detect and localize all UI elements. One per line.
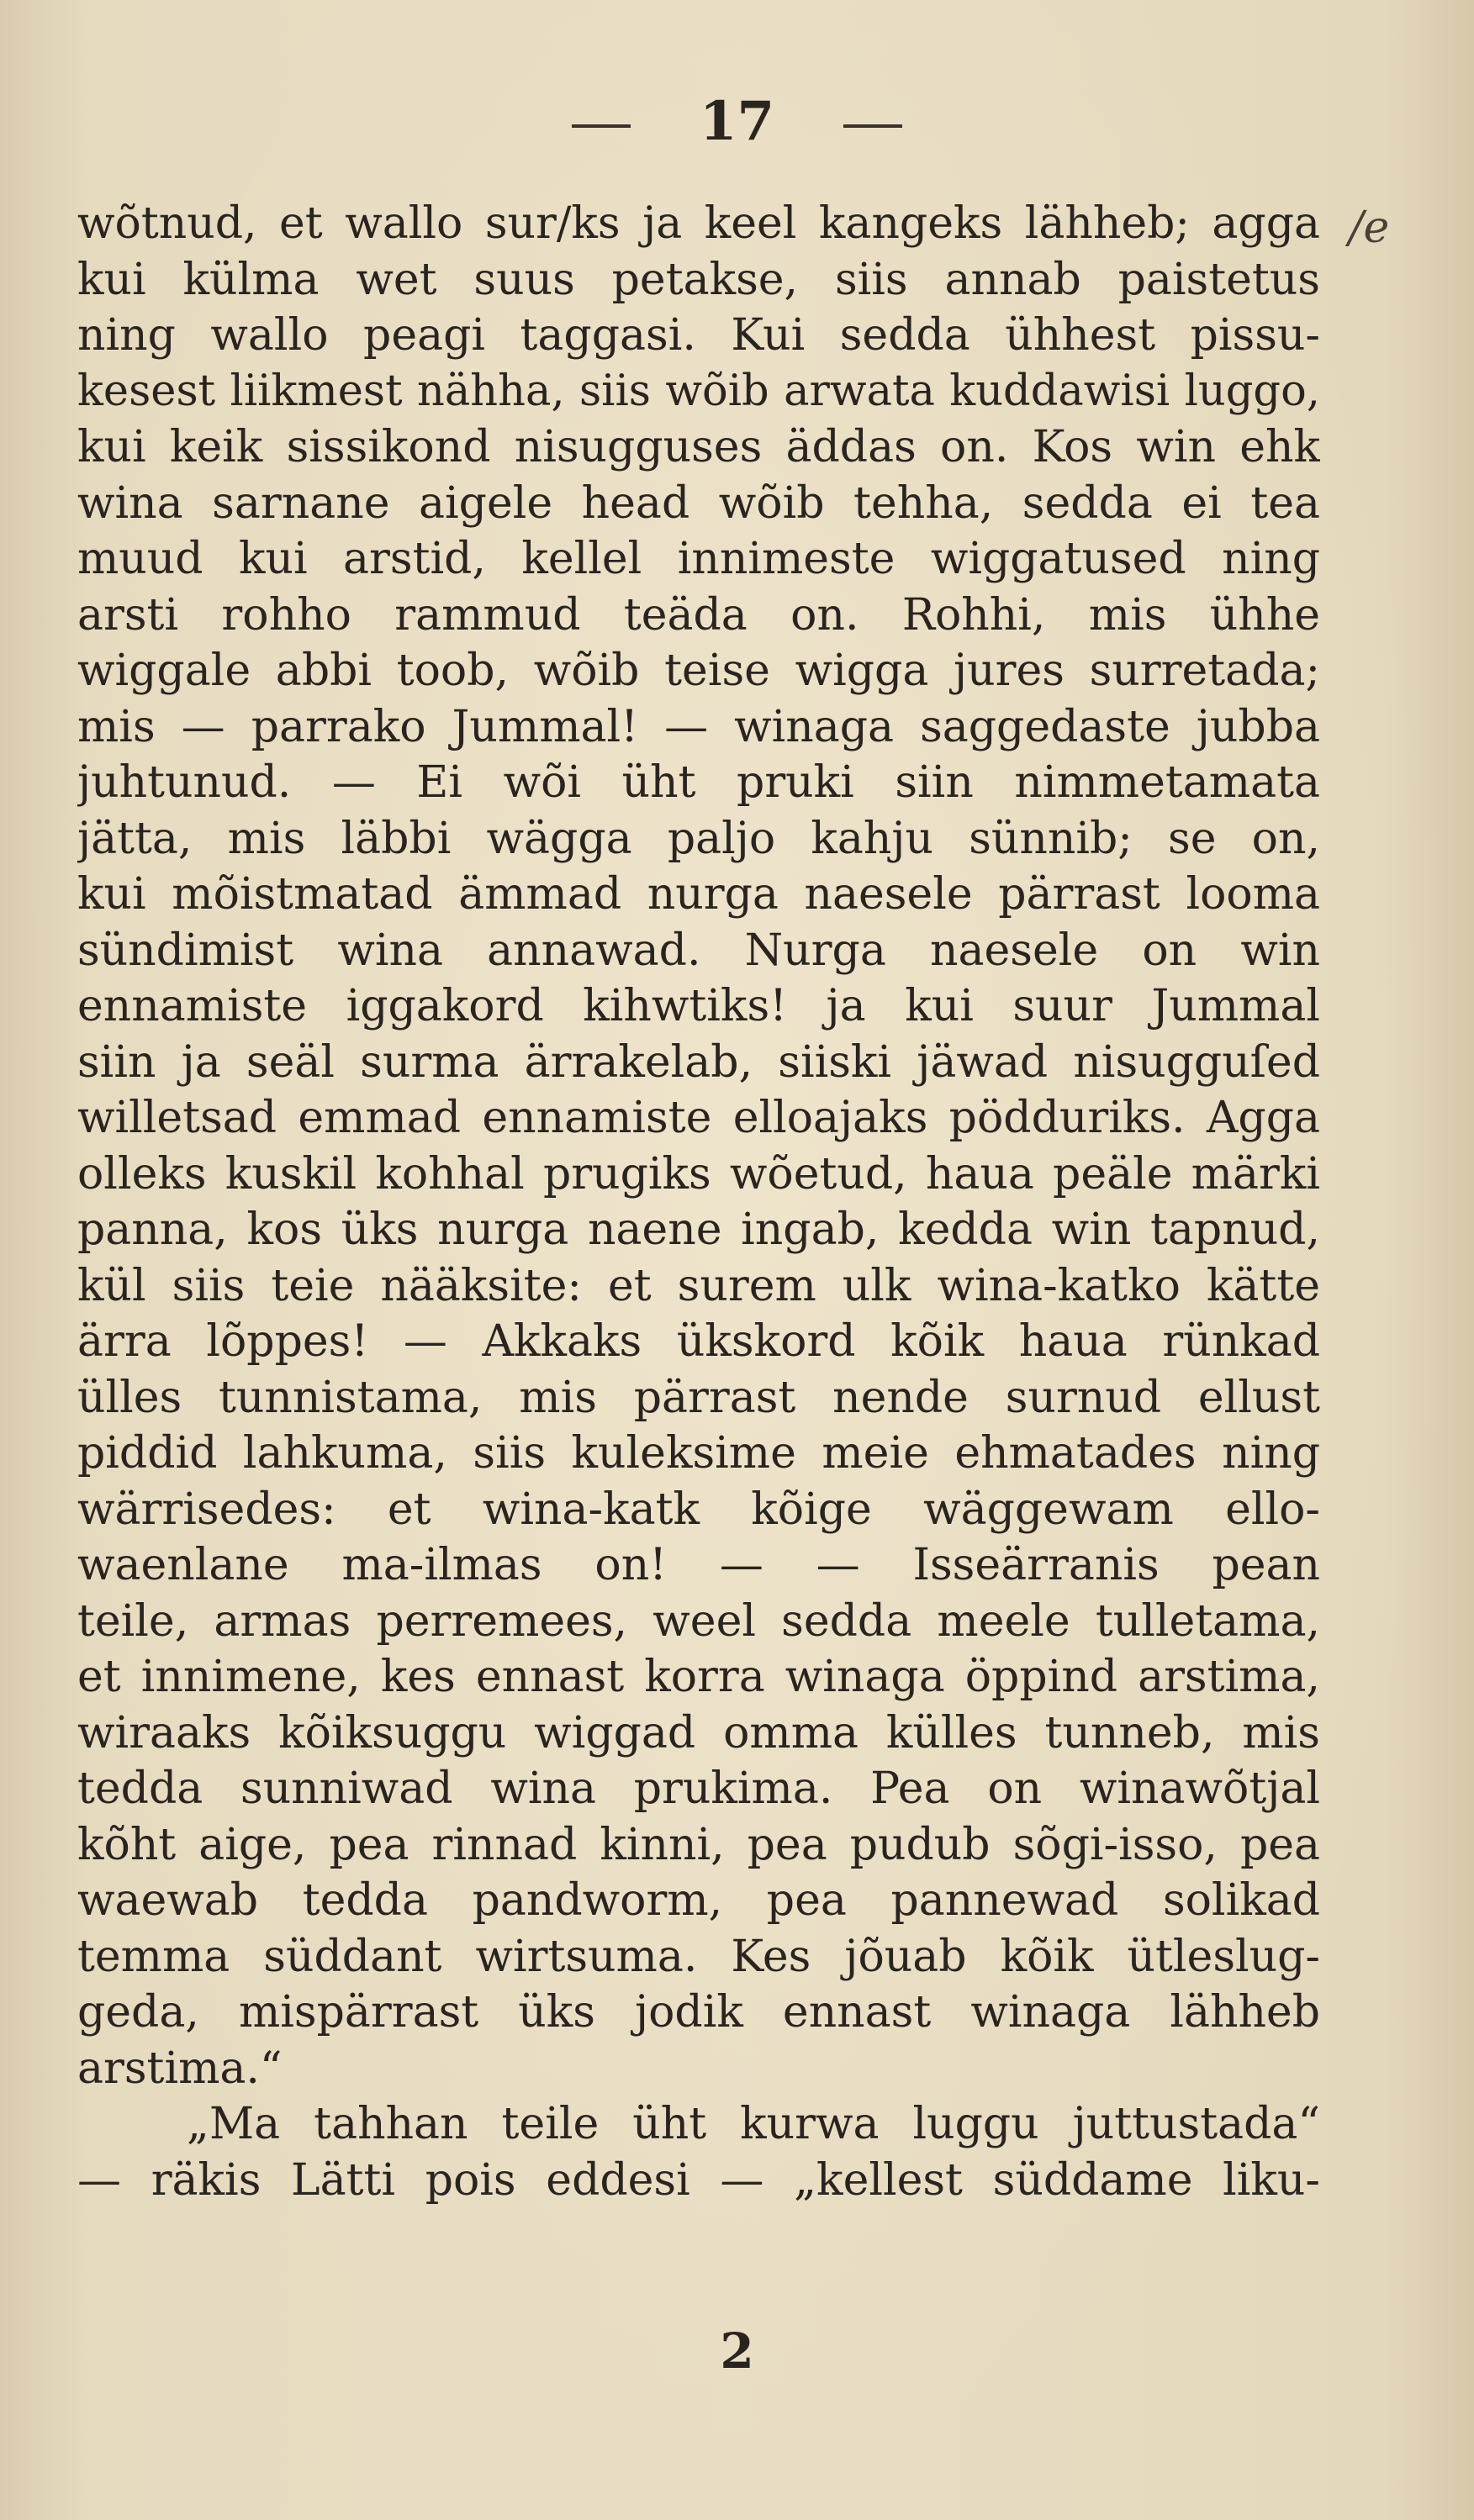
text-line: wina sarnane aigele head wõib tehha, sedda ei tea [77,477,1320,529]
text-line: olleks kuskil kohhal prugiks wõetud, haua peäle märki [77,1148,1320,1199]
text-line: sündimist wina annawad. Nurga naesele on win [77,925,1320,976]
text-line: ärra lõppes! — Akkaks ükskord kõik haua rünkad [77,1316,1320,1367]
text-line: ning wallo peagi taggasi. Kui sedda ühhest pissu- [77,310,1320,361]
handwritten-marginalia: /e [1349,203,1390,253]
text-line: piddid lahkuma, siis kuleksime meie ehmatades ning [77,1428,1320,1479]
page-header [0,84,1474,160]
text-line: panna, kos üks nurga naene ingab, kedda win tapnud, [77,1205,1320,1255]
text-line: geda, mispärrast üks jodik ennast winaga lähheb [77,1987,1320,2038]
text-line: waenlane ma-ilmas on! — — Isseärranis pean [77,1540,1320,1590]
text-line: mis — parrako Jummal! — winaga saggedaste jubba [77,701,1320,752]
text-line: — räkis Lätti pois eddesi — „kellest süddame liku- [77,2154,1320,2206]
text-line: juhtunud. — Ei wõi üht pruki siin nimmetamata [77,757,1320,808]
text-line: „Ma tahhan teile üht kurwa luggu juttustada“ [187,2099,1320,2149]
text-line: kui mõistmatad ämmad nurga naesele pärrast looma [77,869,1320,920]
text-line: kesest liikmest nähha, siis wõib arwata kuddawisi luggo, [77,366,1320,416]
signature-mark: 2 [720,2322,754,2380]
text-line: teile, armas perremees, weel sedda meele tulletama, [77,1595,1320,1647]
text-line: arstima.“ [77,2043,283,2094]
page-number: 17 [699,90,775,153]
text-line: tedda sunniwad wina prukima. Pea on winawõtjal [77,1763,1320,1814]
text-line: wärrisedes: et wina-katk kõige wäggewam ello- [77,1484,1320,1535]
text-line: willetsad emmad ennamiste elloajaks pödduriks. Agga [77,1093,1320,1143]
text-line: wõtnud, et wallo sur/ks ja keel kangeks lähheb; agga [77,198,1320,249]
header-dash-right [843,124,902,128]
text-line: et innimene, kes ennast korra winaga öppind arstima, [77,1652,1320,1702]
text-line: jätta, mis läbbi wägga paljo kahju sünnib; se on, [77,813,1320,864]
text-line: kõht aige, pea rinnad kinni, pea pudub sõgi-isso, pea [77,1819,1320,1870]
text-line: siin ja seäl surma ärrakelab, siiski jäwad nisugguſed [77,1036,1320,1088]
text-line: muud kui arstid, kellel innimeste wiggatused ning [77,534,1320,584]
header-dash-left [572,124,631,128]
text-line: kül siis teie nääksite: et surem ulk wina-katko kätte [77,1260,1320,1311]
text-line: temma süddant wirtsuma. Kes jõuab kõik ütleslug- [77,1931,1320,1982]
text-line: arsti rohho rammud teäda on. Rohhi, mis ühhe [77,589,1320,641]
text-line: kui keik sissikond nisugguses äddas on. Kos win ehk [77,422,1320,472]
text-line: ülles tunnistama, mis pärrast nende surnud ellust [77,1372,1320,1423]
text-line: ennamiste iggakord kihwtiks! ja kui suur Jummal [77,981,1320,1031]
text-line: wiraaks kõiksuggu wiggad omma külles tunneb, mis [77,1707,1320,1758]
text-line: waewab tedda pandworm, pea pannewad solikad [77,1875,1320,1926]
text-line: kui külma wet suus petakse, siis annab paistetus [77,254,1320,305]
body-text [77,196,1320,2208]
text-line: wiggale abbi toob, wõib teise wigga jures surretada; [77,646,1320,696]
